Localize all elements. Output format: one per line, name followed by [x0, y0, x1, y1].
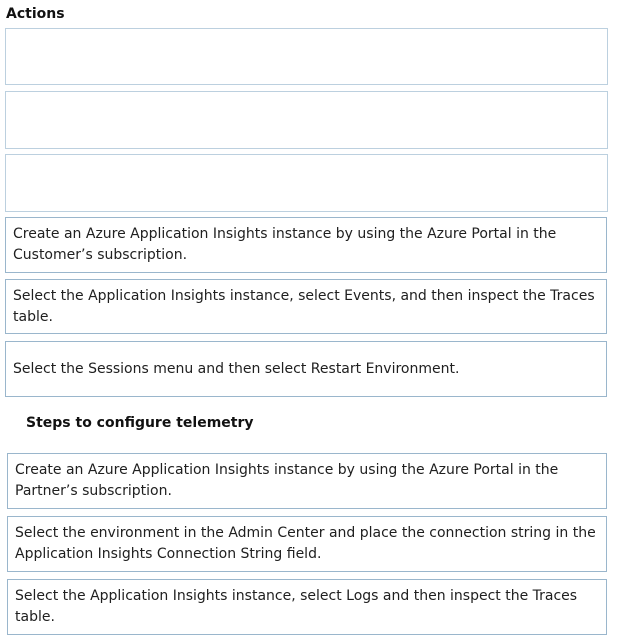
action-slot-empty-2[interactable]: [5, 91, 608, 149]
action-item-select-events-traces[interactable]: [5, 279, 607, 334]
action-item-restart-environment[interactable]: [5, 341, 607, 397]
step-item-create-partner-instance[interactable]: [7, 453, 607, 509]
action-item-text: Select the Sessions menu and then select Restart Environment.: [13, 360, 460, 377]
actions-heading: Actions: [6, 6, 65, 22]
action-item-create-customer-instance[interactable]: [5, 217, 607, 273]
step-item-text: Select the environment in the Admin Center and place the connection string in the Application Insights Connection String field.: [15, 525, 596, 562]
steps-heading: Steps to configure telemetry: [26, 415, 254, 431]
step-item-admin-center-connection-string[interactable]: [7, 516, 607, 572]
step-item-text: Select the Application Insights instance, select Logs and then inspect the Traces table.: [15, 588, 578, 625]
step-item-select-logs-traces[interactable]: [7, 579, 607, 635]
step-item-text: Create an Azure Application Insights instance by using the Azure Portal in the Partner’s subscription.: [15, 462, 559, 499]
action-slot-empty-3[interactable]: [5, 154, 608, 212]
action-item-text: Select the Application Insights instance, select Events, and then inspect the Traces table.: [13, 287, 595, 325]
action-slot-empty-1[interactable]: [5, 28, 608, 85]
action-item-text: Create an Azure Application Insights instance by using the Azure Portal in the Customer’s subscription.: [13, 226, 557, 263]
